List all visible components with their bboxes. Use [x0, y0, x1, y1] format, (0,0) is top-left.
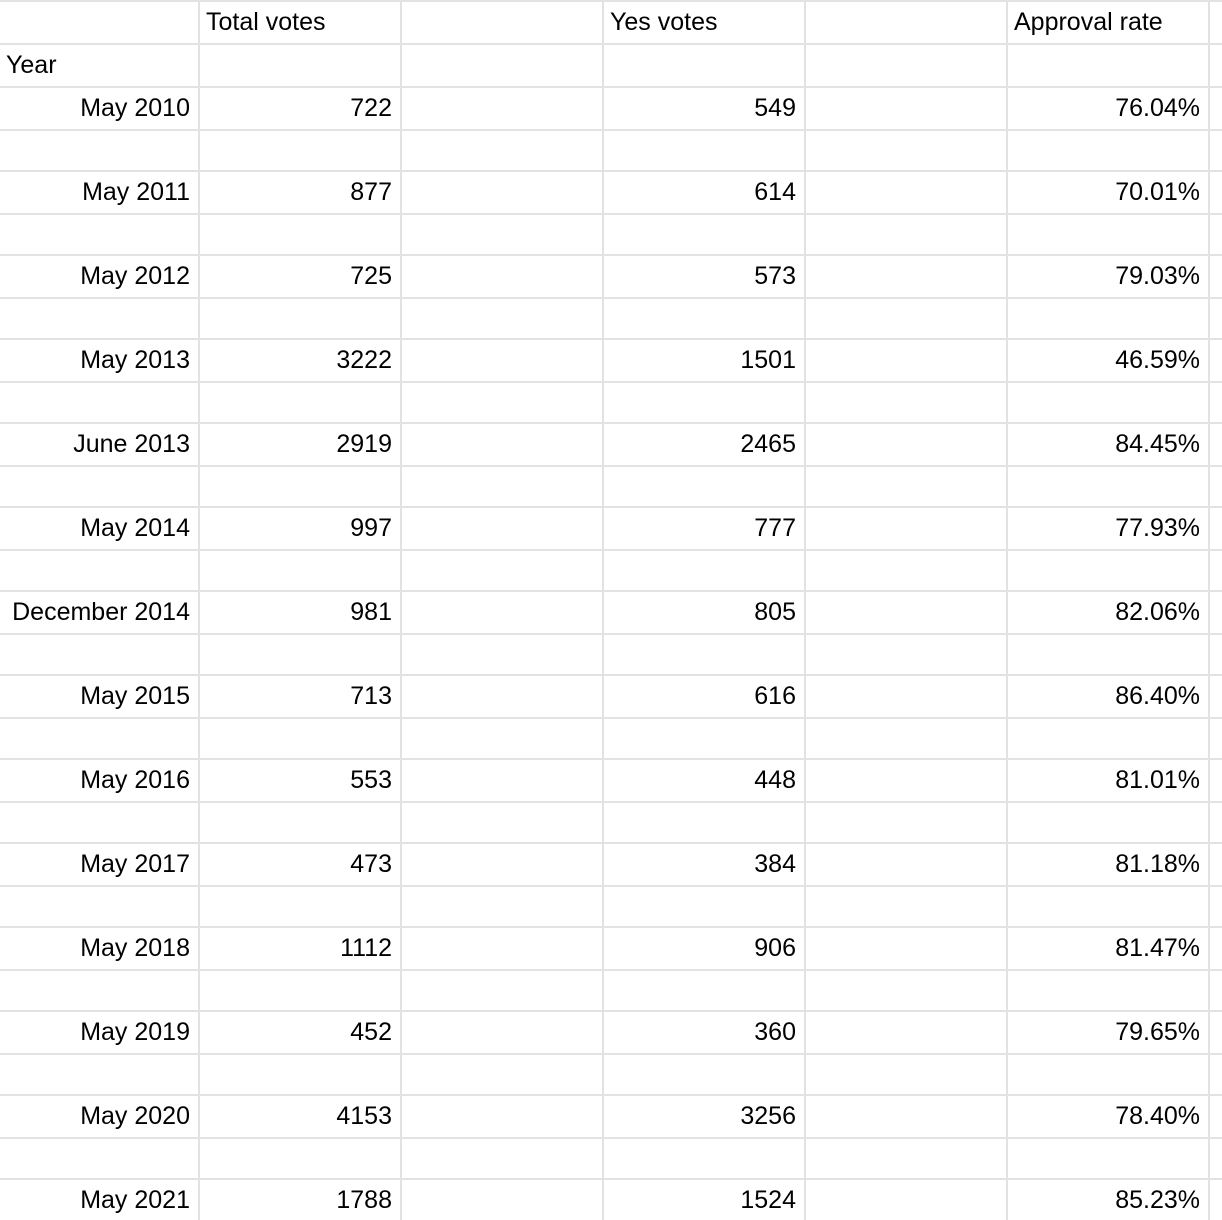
- cell[interactable]: [1209, 255, 1222, 298]
- cell[interactable]: [603, 1054, 805, 1095]
- empty-row: [0, 886, 1222, 927]
- cell[interactable]: [401, 87, 603, 130]
- cell[interactable]: [401, 591, 603, 634]
- cell[interactable]: [401, 298, 603, 339]
- cell[interactable]: [1209, 1, 1222, 44]
- cell[interactable]: [0, 298, 199, 339]
- empty-row: [0, 1138, 1222, 1179]
- cell[interactable]: [805, 87, 1007, 130]
- cell[interactable]: [1209, 1179, 1222, 1220]
- cell[interactable]: [401, 466, 603, 507]
- cell[interactable]: [1007, 1054, 1209, 1095]
- cell[interactable]: [401, 1011, 603, 1054]
- cell[interactable]: [805, 843, 1007, 886]
- cell[interactable]: [199, 1138, 401, 1179]
- cell[interactable]: [603, 634, 805, 675]
- cell[interactable]: [603, 382, 805, 423]
- cell[interactable]: [805, 759, 1007, 802]
- cell[interactable]: [401, 1179, 603, 1220]
- cell[interactable]: [805, 802, 1007, 843]
- empty-row: [0, 130, 1222, 171]
- cell[interactable]: [805, 1011, 1007, 1054]
- cell[interactable]: [805, 214, 1007, 255]
- cell[interactable]: [805, 382, 1007, 423]
- table-row: [0, 507, 1222, 550]
- yes-votes-cell[interactable]: 1501: [603, 339, 805, 382]
- cell[interactable]: [401, 759, 603, 802]
- cell[interactable]: [805, 1095, 1007, 1138]
- yes-votes-cell[interactable]: 573: [603, 255, 805, 298]
- cell[interactable]: [603, 466, 805, 507]
- cell[interactable]: [1007, 886, 1209, 927]
- approval-rate-cell[interactable]: 82.06%: [1007, 591, 1209, 634]
- cell[interactable]: [1209, 550, 1222, 591]
- empty-row: [0, 382, 1222, 423]
- cell[interactable]: [805, 591, 1007, 634]
- cell[interactable]: [0, 886, 199, 927]
- cell[interactable]: [1209, 171, 1222, 214]
- empty-row: [0, 970, 1222, 1011]
- yes-votes-cell[interactable]: 616: [603, 675, 805, 718]
- cell[interactable]: [401, 44, 603, 87]
- approval-rate-cell[interactable]: 79.65%: [1007, 1011, 1209, 1054]
- cell[interactable]: [805, 550, 1007, 591]
- cell[interactable]: [805, 339, 1007, 382]
- cell[interactable]: [1007, 382, 1209, 423]
- cell[interactable]: [603, 802, 805, 843]
- cell[interactable]: [1007, 550, 1209, 591]
- cell[interactable]: [805, 675, 1007, 718]
- cell[interactable]: [0, 718, 199, 759]
- year-header[interactable]: Year: [0, 44, 199, 87]
- cell[interactable]: [1007, 970, 1209, 1011]
- yes-votes-cell[interactable]: 2465: [603, 423, 805, 466]
- table-row: [0, 423, 1222, 466]
- cell[interactable]: [805, 255, 1007, 298]
- date-cell[interactable]: May 2021: [0, 1179, 199, 1220]
- empty-row: [0, 214, 1222, 255]
- total-votes-cell[interactable]: 877: [199, 171, 401, 214]
- cell[interactable]: [401, 1054, 603, 1095]
- date-cell[interactable]: May 2010: [0, 87, 199, 130]
- cell[interactable]: [0, 1, 199, 44]
- cell[interactable]: [401, 423, 603, 466]
- cell[interactable]: [401, 927, 603, 970]
- approval-rate-cell[interactable]: 81.47%: [1007, 927, 1209, 970]
- cell[interactable]: [401, 255, 603, 298]
- cell[interactable]: [1209, 130, 1222, 171]
- cell[interactable]: [1209, 802, 1222, 843]
- cell[interactable]: [199, 382, 401, 423]
- cell[interactable]: [603, 130, 805, 171]
- cell[interactable]: [805, 886, 1007, 927]
- cell[interactable]: [1209, 1095, 1222, 1138]
- cell[interactable]: [0, 970, 199, 1011]
- cell[interactable]: [603, 298, 805, 339]
- total-votes-cell[interactable]: 713: [199, 675, 401, 718]
- approval-rate-header[interactable]: Approval rate: [1007, 1, 1209, 44]
- cell[interactable]: [1209, 1054, 1222, 1095]
- total-votes-cell[interactable]: 2919: [199, 423, 401, 466]
- date-cell[interactable]: May 2014: [0, 507, 199, 550]
- cell[interactable]: [199, 970, 401, 1011]
- cell[interactable]: [401, 214, 603, 255]
- total-votes-cell[interactable]: 452: [199, 1011, 401, 1054]
- cell[interactable]: [805, 927, 1007, 970]
- yes-votes-cell[interactable]: 448: [603, 759, 805, 802]
- total-votes-cell[interactable]: 725: [199, 255, 401, 298]
- cell[interactable]: [199, 44, 401, 87]
- total-votes-cell[interactable]: 4153: [199, 1095, 401, 1138]
- cell[interactable]: [199, 466, 401, 507]
- empty-row: [0, 802, 1222, 843]
- table-row: [0, 675, 1222, 718]
- cell[interactable]: [1007, 718, 1209, 759]
- cell[interactable]: [401, 339, 603, 382]
- cell[interactable]: [1209, 507, 1222, 550]
- cell[interactable]: [401, 843, 603, 886]
- table-row: [0, 87, 1222, 130]
- cell[interactable]: [805, 507, 1007, 550]
- cell[interactable]: [0, 1138, 199, 1179]
- cell[interactable]: [603, 1138, 805, 1179]
- total-votes-cell[interactable]: 722: [199, 87, 401, 130]
- date-cell[interactable]: May 2018: [0, 927, 199, 970]
- approval-rate-cell[interactable]: 81.18%: [1007, 843, 1209, 886]
- approval-rate-cell[interactable]: 86.40%: [1007, 675, 1209, 718]
- cell[interactable]: [0, 130, 199, 171]
- cell[interactable]: [199, 718, 401, 759]
- cell[interactable]: [1209, 382, 1222, 423]
- table-row: [0, 1179, 1222, 1220]
- yes-votes-cell[interactable]: 3256: [603, 1095, 805, 1138]
- approval-rate-cell[interactable]: 77.93%: [1007, 507, 1209, 550]
- cell[interactable]: [0, 466, 199, 507]
- cell[interactable]: [1007, 634, 1209, 675]
- cell[interactable]: [0, 214, 199, 255]
- cell[interactable]: [401, 171, 603, 214]
- cell[interactable]: [805, 1138, 1007, 1179]
- cell[interactable]: [1007, 44, 1209, 87]
- total-votes-cell[interactable]: 1112: [199, 927, 401, 970]
- cell[interactable]: [1209, 423, 1222, 466]
- header-row: [0, 1, 1222, 44]
- cell[interactable]: [1209, 970, 1222, 1011]
- approval-rate-cell[interactable]: 46.59%: [1007, 339, 1209, 382]
- table-row: [0, 1095, 1222, 1138]
- cell[interactable]: [805, 171, 1007, 214]
- date-cell[interactable]: May 2016: [0, 759, 199, 802]
- table-row: [0, 255, 1222, 298]
- cell[interactable]: [401, 1138, 603, 1179]
- yes-votes-cell[interactable]: 384: [603, 843, 805, 886]
- cell[interactable]: [199, 298, 401, 339]
- cell[interactable]: [1209, 87, 1222, 130]
- total-votes-cell[interactable]: 473: [199, 843, 401, 886]
- cell[interactable]: [401, 130, 603, 171]
- table-row: [0, 591, 1222, 634]
- cell[interactable]: [1209, 675, 1222, 718]
- cell[interactable]: [603, 970, 805, 1011]
- cell[interactable]: [0, 1054, 199, 1095]
- date-cell[interactable]: May 2015: [0, 675, 199, 718]
- yes-votes-cell[interactable]: 360: [603, 1011, 805, 1054]
- table-row: [0, 171, 1222, 214]
- cell[interactable]: [603, 214, 805, 255]
- yes-votes-cell[interactable]: 614: [603, 171, 805, 214]
- date-cell[interactable]: May 2011: [0, 171, 199, 214]
- cell[interactable]: [401, 1095, 603, 1138]
- cell[interactable]: [805, 44, 1007, 87]
- cell[interactable]: [199, 130, 401, 171]
- cell[interactable]: [1209, 886, 1222, 927]
- total-votes-header[interactable]: Total votes: [199, 1, 401, 44]
- cell[interactable]: [401, 718, 603, 759]
- empty-row: [0, 718, 1222, 759]
- approval-rate-cell[interactable]: 81.01%: [1007, 759, 1209, 802]
- total-votes-cell[interactable]: 553: [199, 759, 401, 802]
- cell[interactable]: [1209, 759, 1222, 802]
- cell[interactable]: [1209, 591, 1222, 634]
- approval-rate-cell[interactable]: 85.23%: [1007, 1179, 1209, 1220]
- cell[interactable]: [1209, 927, 1222, 970]
- cell[interactable]: [1209, 339, 1222, 382]
- empty-row: [0, 550, 1222, 591]
- cell[interactable]: [199, 214, 401, 255]
- cell[interactable]: [0, 634, 199, 675]
- cell[interactable]: [401, 675, 603, 718]
- cell[interactable]: [401, 1, 603, 44]
- date-cell[interactable]: May 2017: [0, 843, 199, 886]
- cell[interactable]: [0, 802, 199, 843]
- date-cell[interactable]: May 2013: [0, 339, 199, 382]
- cell[interactable]: [1209, 466, 1222, 507]
- cell[interactable]: [0, 382, 199, 423]
- cell[interactable]: [1209, 298, 1222, 339]
- cell[interactable]: [199, 634, 401, 675]
- total-votes-cell[interactable]: 3222: [199, 339, 401, 382]
- cell[interactable]: [401, 634, 603, 675]
- table-row: [0, 1011, 1222, 1054]
- cell[interactable]: [1209, 1138, 1222, 1179]
- empty-row: [0, 298, 1222, 339]
- cell[interactable]: [805, 423, 1007, 466]
- cell[interactable]: [805, 970, 1007, 1011]
- table-body: [0, 1, 1222, 1220]
- cell[interactable]: [199, 550, 401, 591]
- cell[interactable]: [1007, 1138, 1209, 1179]
- total-votes-cell[interactable]: 981: [199, 591, 401, 634]
- cell[interactable]: [1007, 802, 1209, 843]
- yes-votes-cell[interactable]: 906: [603, 927, 805, 970]
- empty-row: [0, 634, 1222, 675]
- approval-rate-cell[interactable]: 76.04%: [1007, 87, 1209, 130]
- cell[interactable]: [1209, 1011, 1222, 1054]
- approval-rate-cell[interactable]: 79.03%: [1007, 255, 1209, 298]
- total-votes-cell[interactable]: 1788: [199, 1179, 401, 1220]
- table-row: [0, 843, 1222, 886]
- cell[interactable]: [805, 298, 1007, 339]
- table-row: [0, 927, 1222, 970]
- date-cell[interactable]: May 2019: [0, 1011, 199, 1054]
- cell[interactable]: [1007, 466, 1209, 507]
- cell[interactable]: [603, 718, 805, 759]
- yes-votes-header[interactable]: Yes votes: [603, 1, 805, 44]
- cell[interactable]: [805, 1054, 1007, 1095]
- year-row: [0, 44, 1222, 87]
- cell[interactable]: [401, 382, 603, 423]
- approval-rate-cell[interactable]: 78.40%: [1007, 1095, 1209, 1138]
- cell[interactable]: [401, 886, 603, 927]
- cell[interactable]: [805, 634, 1007, 675]
- cell[interactable]: [603, 44, 805, 87]
- yes-votes-cell[interactable]: 805: [603, 591, 805, 634]
- cell[interactable]: [805, 718, 1007, 759]
- approval-rate-cell[interactable]: 84.45%: [1007, 423, 1209, 466]
- cell[interactable]: [805, 1179, 1007, 1220]
- cell[interactable]: [805, 466, 1007, 507]
- cell[interactable]: [1209, 634, 1222, 675]
- empty-row: [0, 466, 1222, 507]
- cell[interactable]: [805, 130, 1007, 171]
- date-cell[interactable]: May 2020: [0, 1095, 199, 1138]
- cell[interactable]: [0, 550, 199, 591]
- cell[interactable]: [199, 886, 401, 927]
- cell[interactable]: [1209, 214, 1222, 255]
- approval-rate-cell[interactable]: 70.01%: [1007, 171, 1209, 214]
- cell[interactable]: [199, 802, 401, 843]
- cell[interactable]: [603, 886, 805, 927]
- cell[interactable]: [401, 507, 603, 550]
- cell[interactable]: [1007, 130, 1209, 171]
- yes-votes-cell[interactable]: 1524: [603, 1179, 805, 1220]
- cell[interactable]: [1209, 718, 1222, 759]
- cell[interactable]: [1209, 843, 1222, 886]
- cell[interactable]: [199, 1054, 401, 1095]
- empty-row: [0, 1054, 1222, 1095]
- date-cell[interactable]: May 2012: [0, 255, 199, 298]
- cell[interactable]: [401, 970, 603, 1011]
- table-row: [0, 339, 1222, 382]
- yes-votes-cell[interactable]: 549: [603, 87, 805, 130]
- cell[interactable]: [1007, 298, 1209, 339]
- table-row: [0, 759, 1222, 802]
- cell[interactable]: [1209, 44, 1222, 87]
- date-cell[interactable]: June 2013: [0, 423, 199, 466]
- cell[interactable]: [603, 550, 805, 591]
- total-votes-cell[interactable]: 997: [199, 507, 401, 550]
- cell[interactable]: [805, 1, 1007, 44]
- yes-votes-cell[interactable]: 777: [603, 507, 805, 550]
- date-cell[interactable]: December 2014: [0, 591, 199, 634]
- cell[interactable]: [1007, 214, 1209, 255]
- cell[interactable]: [401, 802, 603, 843]
- cell[interactable]: [401, 550, 603, 591]
